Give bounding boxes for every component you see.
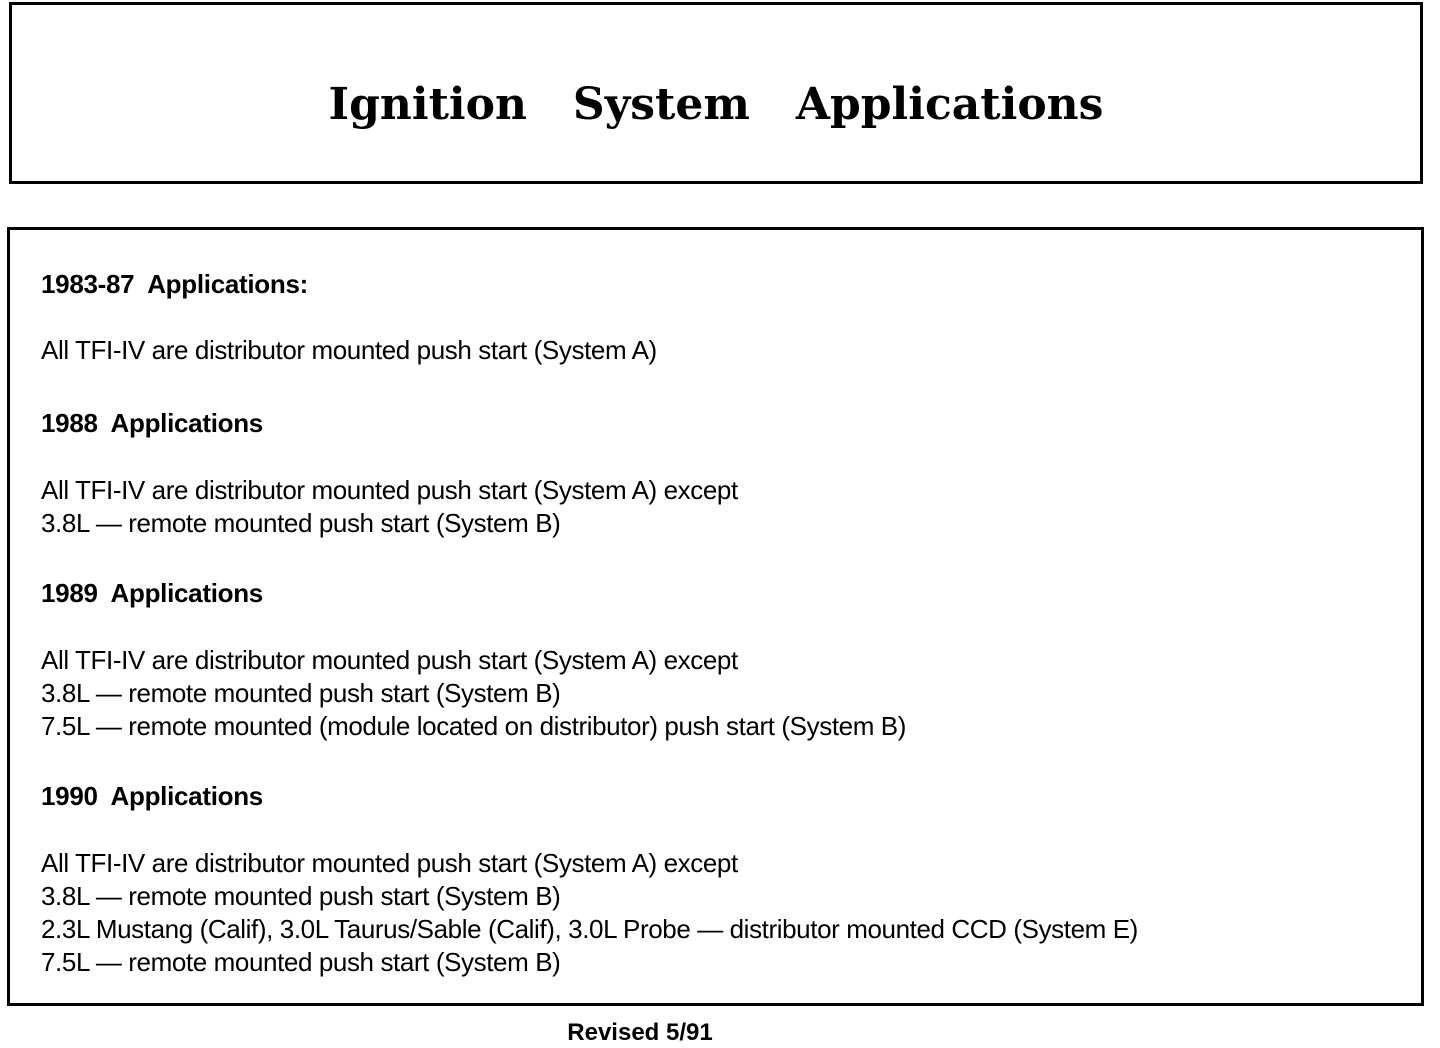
- application-line: All TFI-IV are distributor mounted push start (System A) except: [41, 848, 738, 878]
- section-1989: [41, 577, 1401, 743]
- title-box: [9, 2, 1423, 184]
- application-line: All TFI-IV are distributor mounted push start (System A) except: [41, 645, 738, 675]
- section-lines: [41, 474, 1401, 540]
- application-line: 3.8L — remote mounted push start (System B): [41, 508, 561, 538]
- section-1988: [41, 407, 1401, 540]
- application-line: 7.5L — remote mounted (module located on distributor) push start (System B): [41, 711, 906, 741]
- section-1983-87: [41, 268, 1401, 367]
- application-line: 7.5L — remote mounted push start (System B): [41, 947, 561, 977]
- section-heading: 1988 Applications: [41, 408, 263, 438]
- section-1990: [41, 780, 1401, 979]
- applications-box: [7, 227, 1424, 1006]
- application-line: 2.3L Mustang (Calif), 3.0L Taurus/Sable (Calif), 3.0L Probe — distributor mounted CCD (System E): [41, 914, 1138, 944]
- section-heading: 1989 Applications: [41, 578, 263, 608]
- section-lines: [41, 334, 1401, 367]
- application-line: All TFI-IV are distributor mounted push start (System A) except: [41, 475, 738, 505]
- application-line: All TFI-IV are distributor mounted push start (System A): [41, 335, 657, 365]
- application-line: 3.8L — remote mounted push start (System B): [41, 678, 561, 708]
- applications-content: [41, 268, 1401, 979]
- section-heading: 1990 Applications: [41, 781, 263, 811]
- page-title: Ignition System Applications: [328, 79, 1104, 130]
- section-lines: [41, 644, 1401, 743]
- section-lines: [41, 847, 1401, 979]
- section-heading: 1983-87 Applications:: [41, 269, 308, 299]
- application-line: 3.8L — remote mounted push start (System B): [41, 881, 561, 911]
- revision-note: Revised 5/91: [567, 1019, 713, 1046]
